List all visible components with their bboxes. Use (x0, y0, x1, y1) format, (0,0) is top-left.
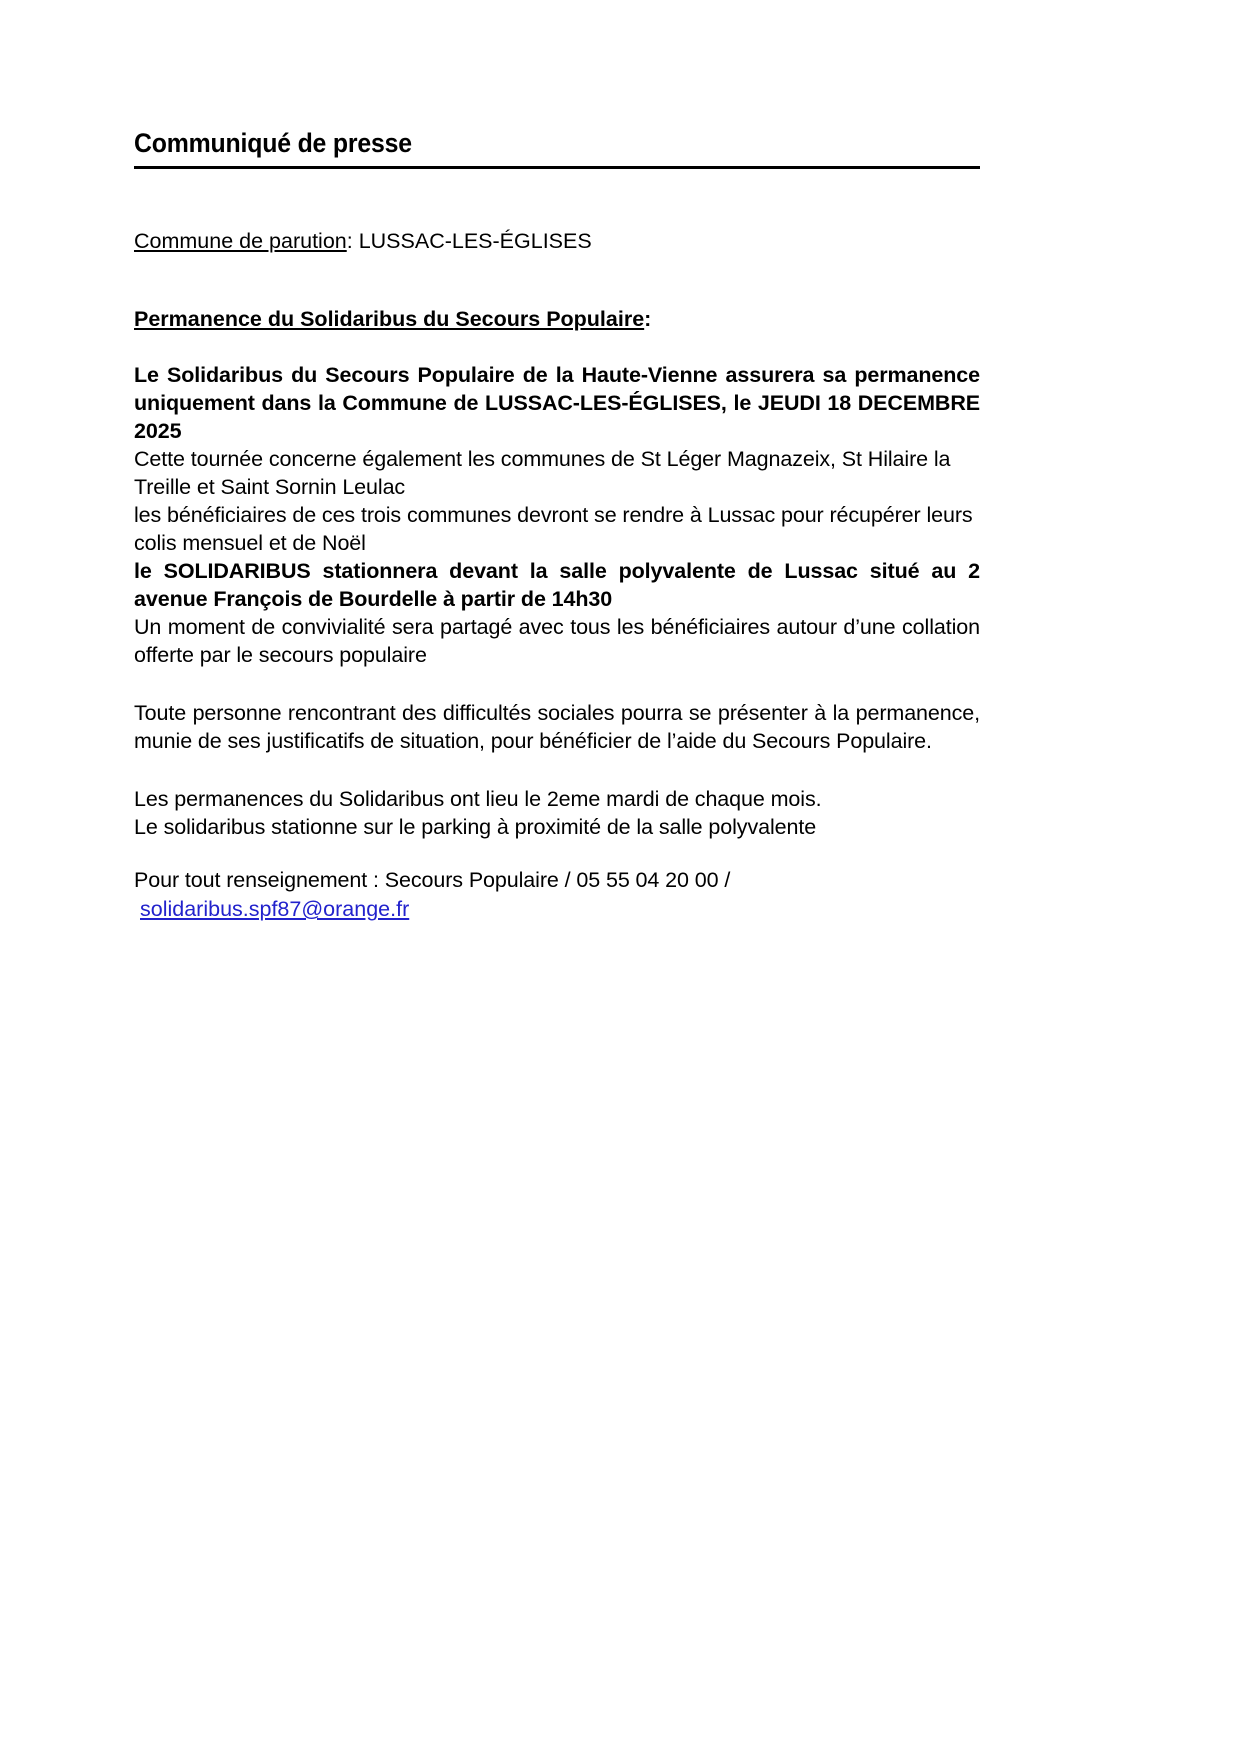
contact-email-line (134, 894, 980, 924)
paragraph-tournee: Cette tournée concerne également les communes de St Léger Magnazeix, St Hilaire la Treille et Saint Sornin Leulac (134, 447, 951, 500)
section-heading-text: Permanence du Solidaribus du Secours Populaire (134, 307, 645, 332)
paragraph-gap-2 (134, 755, 980, 785)
paragraph-gap-3 (134, 841, 980, 866)
paragraph-gap (134, 669, 980, 699)
commune-separator: : (346, 229, 359, 254)
section-heading-colon: : (644, 307, 652, 332)
paragraph-convivialite: Un moment de convivialité sera partagé avec tous les bénéficiaires autour d’une collation offerte par le secours populaire (134, 615, 980, 668)
contact-line: Pour tout renseignement : Secours Populaire / 05 55 04 20 00 / (134, 868, 731, 893)
paragraph-beneficiaires: les bénéficiaires de ces trois communes devront se rendre à Lussac pour récupérer leurs colis mensuel et de Noël (134, 503, 973, 556)
paragraph-difficultes: Toute personne rencontrant des difficultés sociales pourra se présenter à la permanence, munie de ses justificatifs de situation, pour bénéficier de l’aide du Secours Populaire. (134, 701, 980, 754)
paragraph-parking: Le solidaribus stationne sur le parking à proximité de la salle polyvalente (134, 815, 817, 840)
email-link[interactable]: solidaribus.spf87@orange.fr (140, 897, 410, 922)
commune-de-parution-line (134, 227, 980, 255)
paragraph-frequence: Les permanences du Solidaribus ont lieu le 2eme mardi de chaque mois. (134, 787, 822, 812)
commune-label: Commune de parution (134, 229, 347, 254)
section-heading (134, 305, 980, 333)
document-content (134, 0, 980, 924)
commune-value: LUSSAC-LES-ÉGLISES (358, 229, 592, 254)
announcement-block (134, 361, 980, 924)
paragraph-stationnement-bold: le SOLIDARIBUS stationnera devant la salle polyvalente de Lussac situé au 2 avenue François de Bourdelle à partir de 14h30 (134, 559, 980, 612)
title-divider (134, 166, 980, 169)
page-title: Communiqué de presse (134, 128, 412, 158)
paragraph-intro-bold: Le Solidaribus du Secours Populaire de la Haute-Vienne assurera sa permanence uniquement dans la Commune de LUSSAC-LES-ÉGLISES, le JEUDI 18 DECEMBRE 2025 (134, 363, 980, 444)
